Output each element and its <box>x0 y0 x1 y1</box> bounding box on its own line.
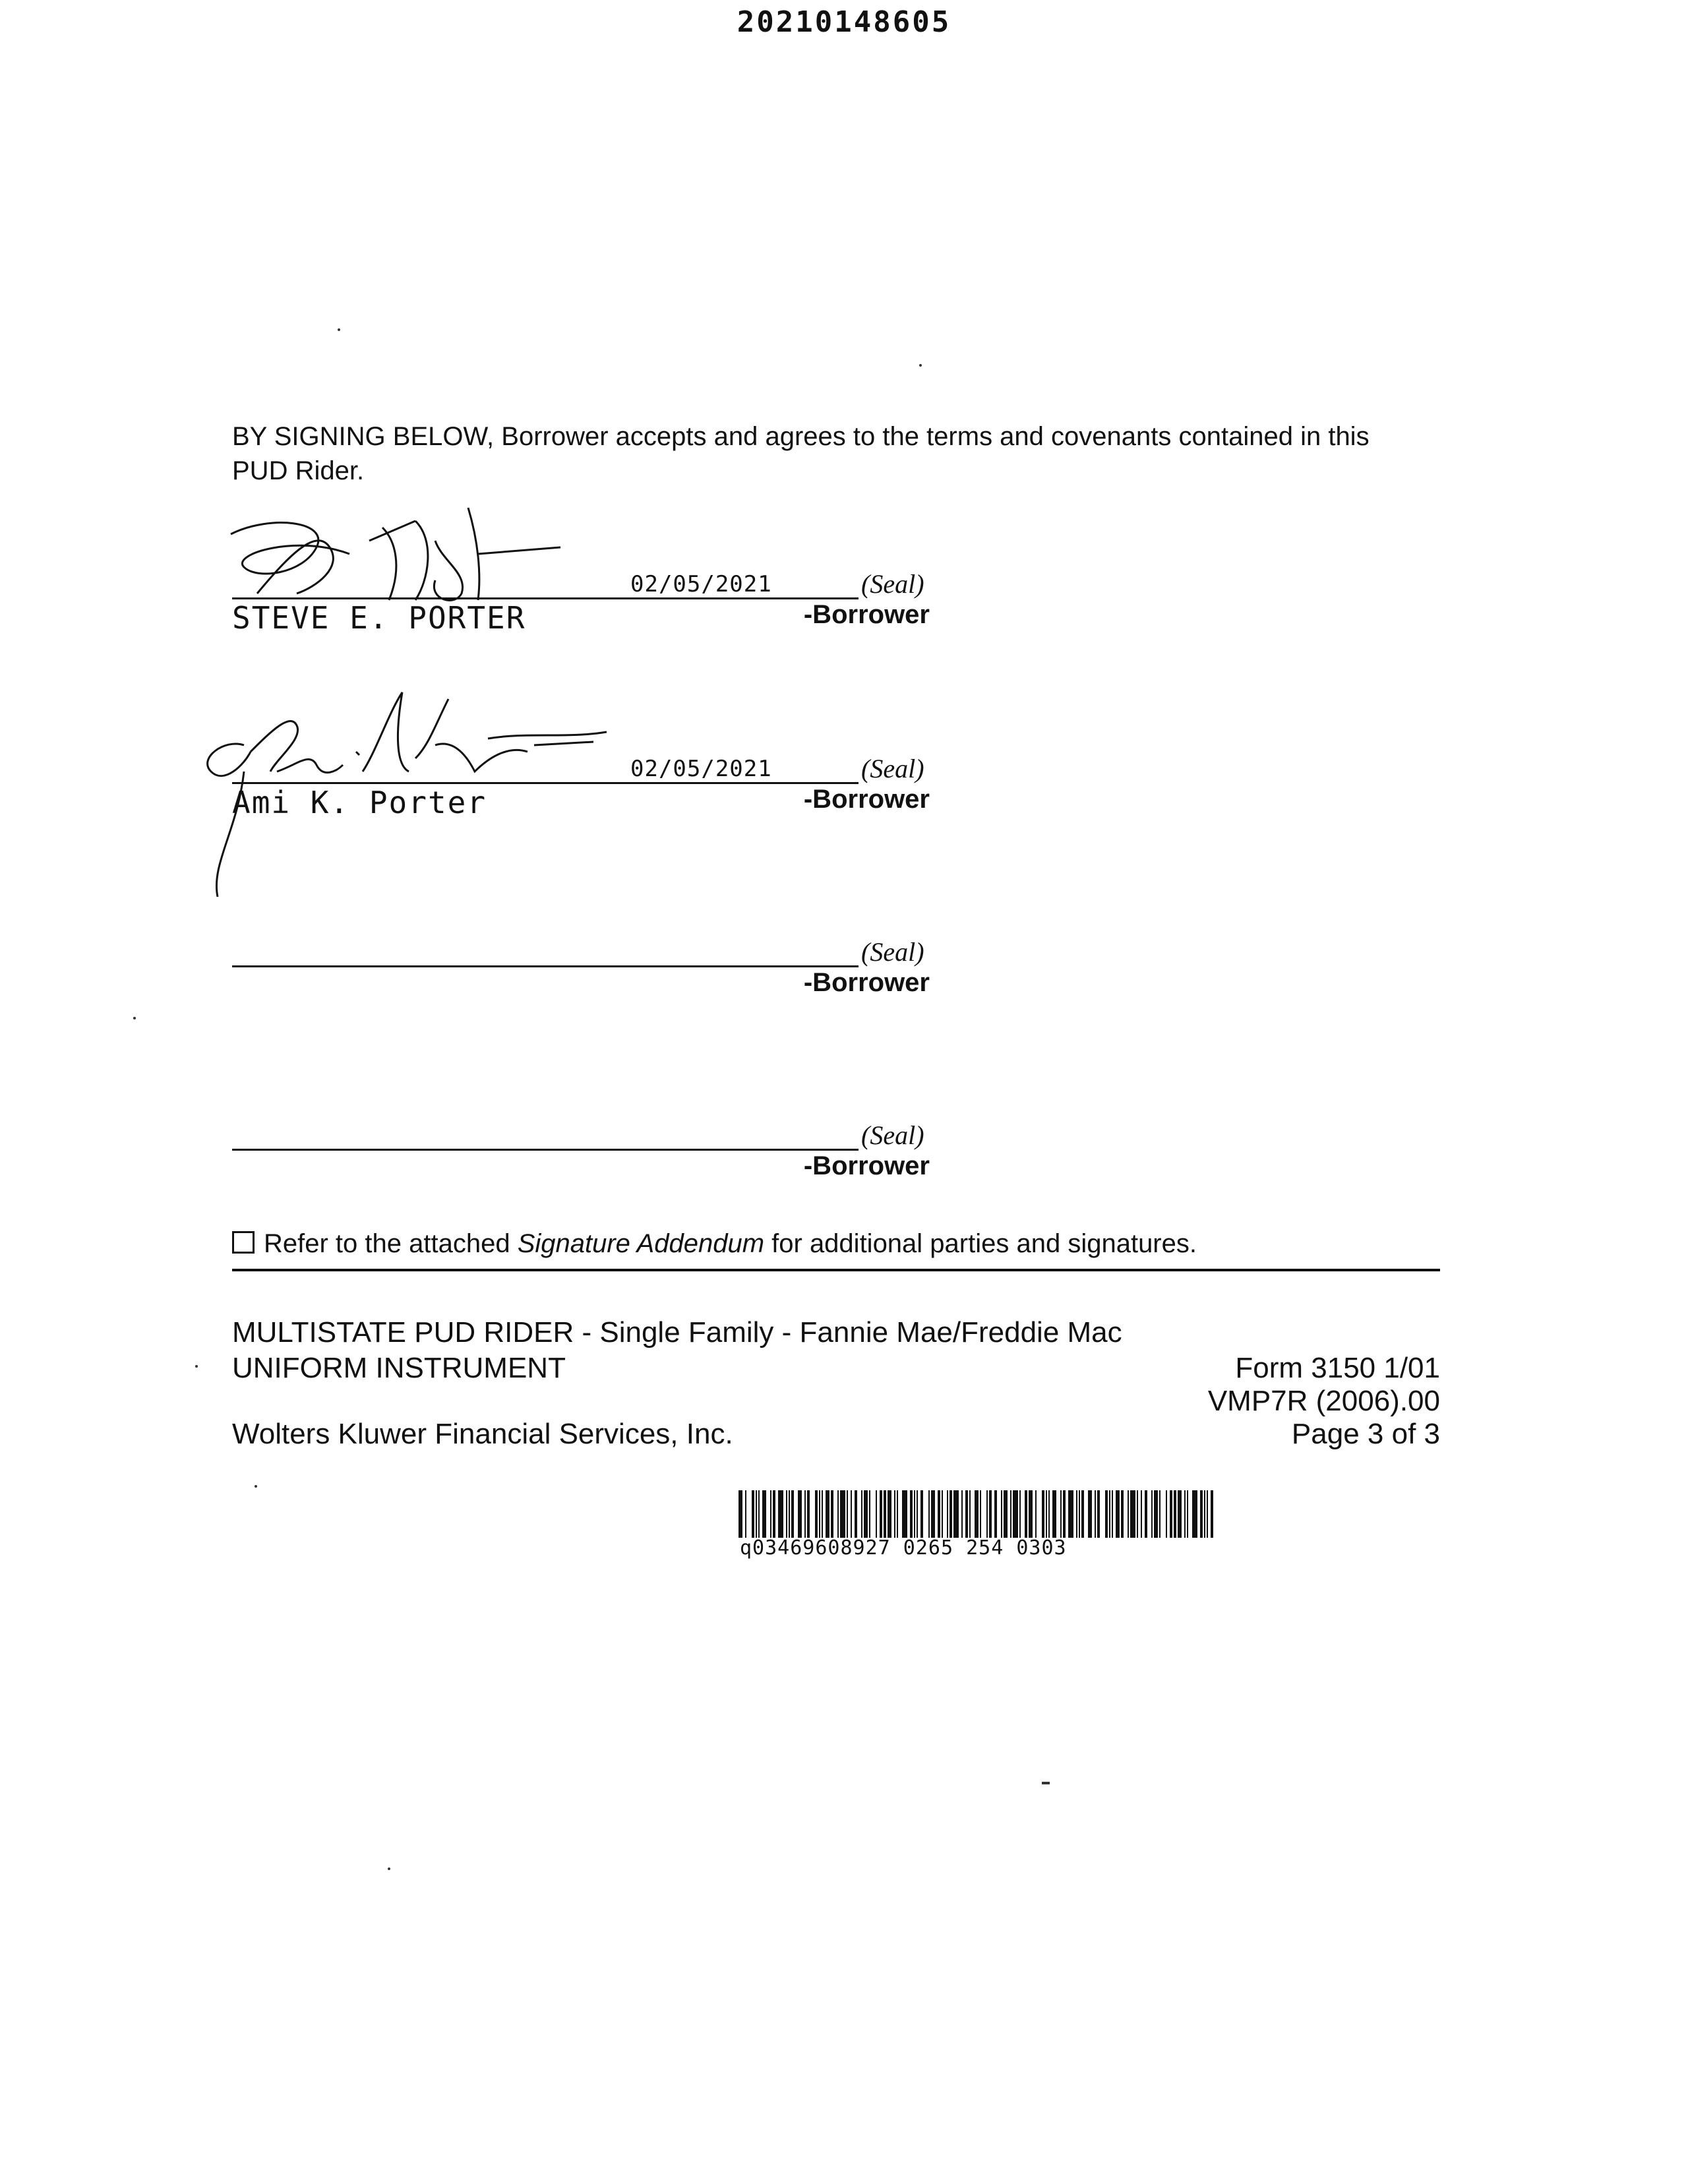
signature-line-4 <box>232 1149 859 1151</box>
role-label-3: -Borrower <box>803 968 930 997</box>
barcode-bar <box>1174 1490 1176 1538</box>
barcode-bar <box>894 1490 895 1538</box>
barcode-bar <box>1170 1490 1172 1538</box>
signature-date-1: 02/05/2021 <box>630 571 772 597</box>
barcode-bar <box>1187 1490 1188 1538</box>
barcode-bar <box>1159 1490 1160 1538</box>
footer-rule <box>232 1269 1440 1271</box>
role-label-2: -Borrower <box>803 785 930 814</box>
barcode-bar <box>1095 1490 1096 1538</box>
seal-label-1: (Seal) <box>861 569 924 599</box>
barcode-bar <box>1025 1490 1027 1538</box>
barcode-bar <box>804 1490 806 1538</box>
seal-line-2 <box>752 782 859 784</box>
barcode-bar <box>1116 1490 1120 1538</box>
barcode-bar <box>931 1490 935 1538</box>
footer-title: MULTISTATE PUD RIDER - Single Family - Fannie Mae/Freddie Mac <box>232 1316 1122 1349</box>
barcode-bar <box>1130 1490 1135 1538</box>
signature-steve-porter <box>218 501 574 607</box>
seal-label-2: (Seal) <box>861 754 924 783</box>
barcode-bar <box>876 1490 877 1538</box>
barcode-bar <box>738 1490 742 1538</box>
barcode-bar <box>831 1490 833 1538</box>
barcode-bar <box>1004 1490 1008 1538</box>
barcode-bar <box>1178 1490 1182 1538</box>
signature-line-3 <box>232 965 859 967</box>
barcode-bar <box>965 1490 968 1538</box>
barcode-bar <box>888 1490 891 1538</box>
barcode-bar <box>1001 1490 1002 1538</box>
barcode-bar <box>1019 1490 1021 1538</box>
seal-line-1 <box>752 597 859 599</box>
barcode-bar <box>1063 1490 1066 1538</box>
barcode-bar <box>1184 1490 1186 1538</box>
barcode-bar <box>1200 1490 1203 1538</box>
barcode-bar <box>1154 1490 1158 1538</box>
barcode-bar <box>762 1490 766 1538</box>
barcode-bar <box>1076 1490 1077 1538</box>
footer-page-number: Page 3 of 3 <box>1291 1418 1440 1450</box>
role-label-4: -Borrower <box>803 1151 930 1180</box>
barcode-bar <box>1207 1490 1208 1538</box>
scan-speck <box>255 1485 257 1488</box>
barcode-bar <box>1010 1490 1011 1538</box>
barcode-bar <box>1013 1490 1018 1538</box>
barcode-bar <box>1204 1490 1205 1538</box>
barcode-bar <box>745 1490 746 1538</box>
barcode-bar <box>791 1490 794 1538</box>
addendum-note <box>232 1229 1197 1259</box>
barcode-bar <box>1105 1490 1108 1538</box>
barcode-bar <box>773 1490 775 1538</box>
footer-instrument: UNIFORM INSTRUMENT <box>232 1352 566 1384</box>
barcode-bar <box>1112 1490 1113 1538</box>
barcode-bar <box>953 1490 959 1538</box>
barcode-bar <box>880 1490 882 1538</box>
barcode-bar <box>770 1490 771 1538</box>
barcode-bar <box>1097 1490 1100 1538</box>
barcode-bar <box>1128 1490 1129 1538</box>
barcode-bar <box>969 1490 971 1538</box>
barcode-bar <box>980 1490 981 1538</box>
signature-date-2: 02/05/2021 <box>630 756 772 782</box>
barcode-bar <box>847 1490 848 1538</box>
barcode-bar <box>789 1490 790 1538</box>
barcode-bar <box>1029 1490 1033 1538</box>
barcode-bar <box>961 1490 963 1538</box>
barcode-bar <box>902 1490 907 1538</box>
scan-speck <box>919 364 922 367</box>
barcode-bar <box>938 1490 940 1538</box>
scan-speck <box>338 328 340 331</box>
signing-statement: BY SIGNING BELOW, Borrower accepts and agrees to the terms and covenants contained in this PUD Rider. <box>232 422 1370 485</box>
barcode-bar <box>1035 1490 1037 1538</box>
barcode-bar <box>758 1490 760 1538</box>
footer-form-code: VMP7R (2006).00 <box>1207 1385 1440 1417</box>
scan-speck <box>1042 1782 1050 1784</box>
barcode-bar <box>947 1490 948 1538</box>
barcode-bar <box>840 1490 845 1538</box>
barcode-bar <box>897 1490 898 1538</box>
barcode-bar <box>752 1490 754 1538</box>
barcode-bar <box>1121 1490 1124 1538</box>
barcode-bar <box>1068 1490 1073 1538</box>
barcode-bar <box>884 1490 886 1538</box>
document-number: 20210148605 <box>737 5 951 39</box>
barcode-bar <box>786 1490 787 1538</box>
barcode-bar <box>855 1490 857 1538</box>
scan-speck <box>133 1017 136 1019</box>
addendum-suffix: for additional parties and signatures. <box>764 1229 1197 1258</box>
barcode-bar <box>975 1490 979 1538</box>
barcode-bar <box>815 1490 818 1538</box>
addendum-checkbox[interactable] <box>232 1231 255 1254</box>
barcode-bar <box>1060 1490 1062 1538</box>
barcode-bar <box>778 1490 783 1538</box>
barcode-bar <box>920 1490 923 1538</box>
barcode-bar <box>989 1490 992 1538</box>
barcode-bar <box>910 1490 913 1538</box>
addendum-prefix: Refer to the attached <box>264 1229 518 1258</box>
barcode-bar <box>1137 1490 1138 1538</box>
barcode-bar <box>807 1490 810 1538</box>
barcode-bar <box>994 1490 997 1538</box>
barcode-bar <box>826 1490 829 1538</box>
barcode-bar <box>837 1490 839 1538</box>
typed-name-2: Ami K. Porter <box>232 785 487 820</box>
barcode-bar <box>1081 1490 1084 1538</box>
barcode-bar <box>1151 1490 1153 1538</box>
barcode-bar <box>1088 1490 1092 1538</box>
barcode-bar <box>1046 1490 1047 1538</box>
footer-publisher: Wolters Kluwer Financial Services, Inc. <box>232 1418 733 1450</box>
barcode-bar <box>942 1490 943 1538</box>
barcode-bar <box>819 1490 820 1538</box>
barcode-number: q03469608927 0265 254 0303 <box>740 1536 1067 1560</box>
barcode-bar <box>822 1490 823 1538</box>
barcode-bar <box>1166 1490 1167 1538</box>
barcode-bar <box>1141 1490 1142 1538</box>
barcode-bar <box>861 1490 862 1538</box>
scan-speck <box>388 1867 390 1870</box>
barcode <box>738 1490 1213 1538</box>
barcode-bar <box>864 1490 868 1538</box>
barcode-bar <box>756 1490 757 1538</box>
barcode-bar <box>1042 1490 1044 1538</box>
barcode-bar <box>851 1490 852 1538</box>
barcode-bar <box>1109 1490 1110 1538</box>
barcode-bar <box>869 1490 870 1538</box>
barcode-bar <box>1211 1490 1213 1538</box>
scan-speck <box>195 1365 198 1368</box>
barcode-bar <box>917 1490 918 1538</box>
barcode-bar <box>1079 1490 1080 1538</box>
barcode-bar <box>1192 1490 1197 1538</box>
barcode-bar <box>950 1490 952 1538</box>
barcode-bar <box>1145 1490 1147 1538</box>
typed-name-1: STEVE E. PORTER <box>232 600 526 636</box>
role-label-1: -Borrower <box>803 600 930 629</box>
barcode-bar <box>986 1490 988 1538</box>
addendum-emphasis: Signature Addendum <box>517 1229 765 1258</box>
seal-label-3: (Seal) <box>861 937 924 967</box>
barcode-bar <box>928 1490 930 1538</box>
barcode-bar <box>914 1490 915 1538</box>
seal-label-4: (Seal) <box>861 1120 924 1150</box>
barcode-bar <box>798 1490 802 1538</box>
footer-form-number: Form 3150 1/01 <box>1235 1352 1440 1384</box>
barcode-bar <box>1052 1490 1056 1538</box>
barcode-bar <box>1048 1490 1050 1538</box>
